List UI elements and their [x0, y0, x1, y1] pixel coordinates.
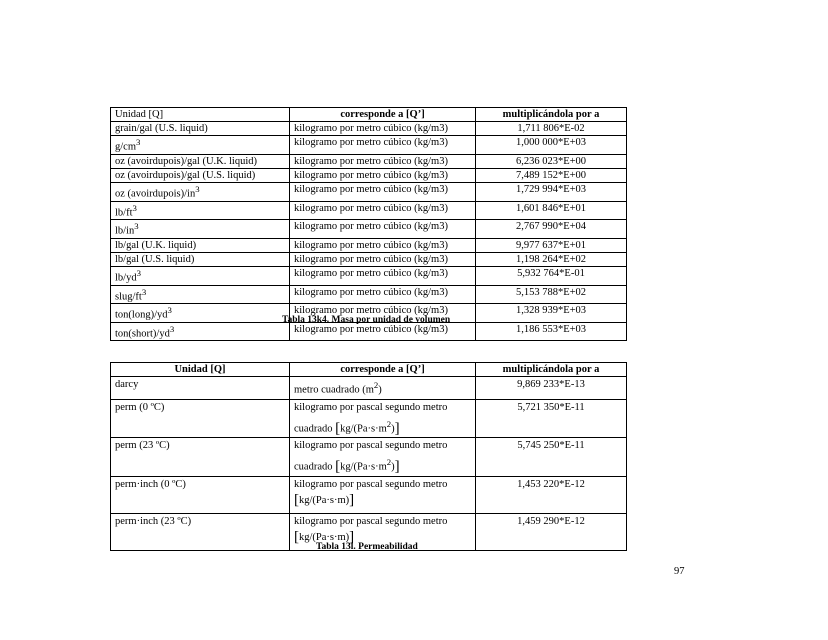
- target-unit-cell: kilogramo por metro cúbico (kg/m3): [290, 220, 476, 239]
- target-unit-symbol: kg/(Pa·s·m: [340, 423, 387, 434]
- table-row: [111, 252, 627, 266]
- bracket-open: [: [294, 528, 299, 545]
- target-unit-cell: kilogramo por metro cúbico (kg/m3): [290, 304, 476, 323]
- unit-cell: [111, 304, 290, 323]
- target-unit-cell: kilogramo por metro cúbico (kg/m3): [290, 183, 476, 202]
- target-text: kilogramo por pascal segundo metro: [294, 478, 448, 490]
- bracket-open: [: [294, 491, 299, 508]
- unit-text: lb/ft: [115, 207, 133, 219]
- factor-cell: 5,745 250*E-11: [476, 438, 627, 477]
- table-row: [111, 122, 627, 136]
- factor-cell: 1,711 806*E-02: [476, 122, 627, 136]
- target-text: kilogramo por pascal segundo metro cuadrado: [294, 401, 448, 434]
- factor-cell: 5,153 788*E+02: [476, 285, 627, 304]
- target-unit-cell: kilogramo por metro cúbico (kg/m3): [290, 122, 476, 136]
- unit-text: ton(long)/yd: [115, 309, 168, 321]
- target-unit-cell: [290, 476, 476, 513]
- header-unit: Unidad [Q]: [111, 363, 290, 377]
- target-unit-cell: kilogramo por metro cúbico (kg/m3): [290, 201, 476, 220]
- unit-text: g/cm: [115, 141, 136, 153]
- target-unit-symbol: kg/(Pa·s·m): [299, 494, 350, 506]
- unit-text: ton(short)/yd: [115, 328, 170, 340]
- unit-text: grain/gal (U.S. liquid): [115, 123, 208, 135]
- unit-exponent: 3: [134, 221, 139, 232]
- target-unit-symbol: kg/(Pa·s·m: [340, 461, 387, 473]
- table-row: [111, 399, 627, 438]
- header-factor: multiplicándola por a: [476, 108, 627, 122]
- table-row: [111, 267, 627, 286]
- unit-cell: [111, 267, 290, 286]
- target-unit-cell: kilogramo por metro cúbico (kg/m3): [290, 238, 476, 252]
- target-exponent: 2: [386, 457, 392, 467]
- unit-cell: [111, 201, 290, 220]
- page-number: 97: [674, 566, 685, 577]
- factor-cell: 6,236 023*E+00: [476, 154, 627, 168]
- target-unit-cell: [290, 377, 476, 400]
- target-unit-cell: kilogramo por metro cúbico (kg/m3): [290, 322, 476, 341]
- unit-cell: [111, 169, 290, 183]
- unit-cell: [111, 285, 290, 304]
- table-row: [111, 377, 627, 400]
- table-header-row: [111, 363, 627, 377]
- unit-exponent: 3: [132, 202, 137, 213]
- table-row: [111, 220, 627, 239]
- factor-cell: 5,932 764*E-01: [476, 267, 627, 286]
- target-unit-cell: [290, 438, 476, 477]
- table-header-row: [111, 108, 627, 122]
- factor-cell: 7,489 152*E+00: [476, 169, 627, 183]
- unit-cell: perm (23 ºC): [111, 438, 290, 477]
- target-text-end: ): [391, 461, 395, 473]
- table-row: [111, 285, 627, 304]
- table-row: [111, 136, 627, 155]
- unit-cell: [111, 220, 290, 239]
- table-row: [111, 169, 627, 183]
- unit-exponent: 3: [195, 184, 200, 195]
- bracket-close: ]: [349, 491, 355, 508]
- unit-cell: [111, 154, 290, 168]
- bracket-close: ]: [394, 420, 400, 436]
- factor-cell: 9,869 233*E-13: [476, 377, 627, 400]
- target-text-end: ): [391, 423, 395, 434]
- unit-exponent: 3: [169, 323, 175, 334]
- target-exponent: 2: [386, 418, 392, 429]
- unit-cell: perm·inch (23 ºC): [111, 513, 290, 550]
- unit-cell: [111, 322, 290, 341]
- unit-cell: [111, 122, 290, 136]
- unit-text: oz (avoirdupois)/gal (U.S. liquid): [115, 170, 256, 182]
- factor-cell: 1,729 994*E+03: [476, 183, 627, 202]
- bracket-open: [: [335, 420, 341, 436]
- bracket-open: [: [335, 458, 341, 475]
- unit-text: oz (avoirdupois)/gal (U.K. liquid): [115, 155, 258, 167]
- table-row: [111, 201, 627, 220]
- table-row: [111, 476, 627, 513]
- factor-cell: 5,721 350*E-11: [476, 399, 627, 438]
- unit-cell: [111, 252, 290, 266]
- unit-text: lb/gal (U.K. liquid): [115, 239, 197, 251]
- unit-cell: [111, 183, 290, 202]
- factor-cell: 1,000 000*E+03: [476, 136, 627, 155]
- target-unit-symbol: kg/(Pa·s·m): [299, 531, 350, 543]
- target-text: kilogramo por pascal segundo metro: [294, 515, 448, 527]
- table-row: [111, 154, 627, 168]
- target-unit-cell: kilogramo por metro cúbico (kg/m3): [290, 267, 476, 286]
- factor-cell: 1,198 264*E+02: [476, 252, 627, 266]
- unit-cell: [111, 136, 290, 155]
- factor-cell: 9,977 637*E+01: [476, 238, 627, 252]
- factor-cell: 1,186 553*E+03: [476, 322, 627, 341]
- factor-cell: 2,767 990*E+04: [476, 220, 627, 239]
- header-corresponds: corresponde a [Q’]: [290, 363, 476, 377]
- target-text: kilogramo por pascal segundo metro cuadrado: [294, 440, 448, 473]
- factor-cell: 1,601 846*E+01: [476, 201, 627, 220]
- header-factor: multiplicándola por a: [476, 363, 627, 377]
- table-row: [111, 438, 627, 477]
- target-unit-cell: [290, 399, 476, 438]
- unit-exponent: 3: [141, 286, 147, 297]
- factor-cell: 1,459 290*E-12: [476, 513, 627, 550]
- bracket-close: ]: [394, 458, 400, 475]
- unit-text: lb/gal (U.S. liquid): [115, 253, 195, 265]
- target-text: metro cuadrado (m: [294, 384, 374, 396]
- target-exponent: 2: [373, 380, 379, 390]
- unit-cell: [111, 238, 290, 252]
- target-unit-cell: kilogramo por metro cúbico (kg/m3): [290, 169, 476, 183]
- table-caption: Tabla 13l. Permeabilidad: [316, 542, 418, 552]
- bracket-close: ]: [349, 528, 355, 545]
- header-corresponds: corresponde a [Q’]: [290, 108, 476, 122]
- target-text-end: ): [378, 384, 382, 396]
- target-unit-cell: kilogramo por metro cúbico (kg/m3): [290, 285, 476, 304]
- unit-text: lb/yd: [115, 272, 137, 284]
- target-unit-cell: kilogramo por metro cúbico (kg/m3): [290, 252, 476, 266]
- unit-text: lb/in: [115, 225, 135, 237]
- unit-exponent: 3: [136, 137, 141, 148]
- unit-cell: darcy: [111, 377, 290, 400]
- table-row: [111, 238, 627, 252]
- unit-exponent: 3: [167, 305, 172, 316]
- permeability-table: [110, 362, 627, 551]
- unit-cell: perm·inch (0 ºC): [111, 476, 290, 513]
- target-unit-cell: kilogramo por metro cúbico (kg/m3): [290, 136, 476, 155]
- table-row: [111, 183, 627, 202]
- table-caption: Tabla 13k4. Masa por unidad de volumen: [282, 315, 451, 325]
- unit-text: oz (avoirdupois)/in: [115, 188, 196, 200]
- unit-cell: perm (0 ºC): [111, 399, 290, 438]
- factor-cell: 1,453 220*E-12: [476, 476, 627, 513]
- header-unit: Unidad [Q]: [111, 108, 290, 122]
- density-table: [110, 107, 627, 341]
- unit-text: slug/ft: [115, 291, 142, 303]
- factor-cell: 1,328 939*E+03: [476, 304, 627, 323]
- target-unit-cell: kilogramo por metro cúbico (kg/m3): [290, 154, 476, 168]
- unit-exponent: 3: [136, 268, 141, 279]
